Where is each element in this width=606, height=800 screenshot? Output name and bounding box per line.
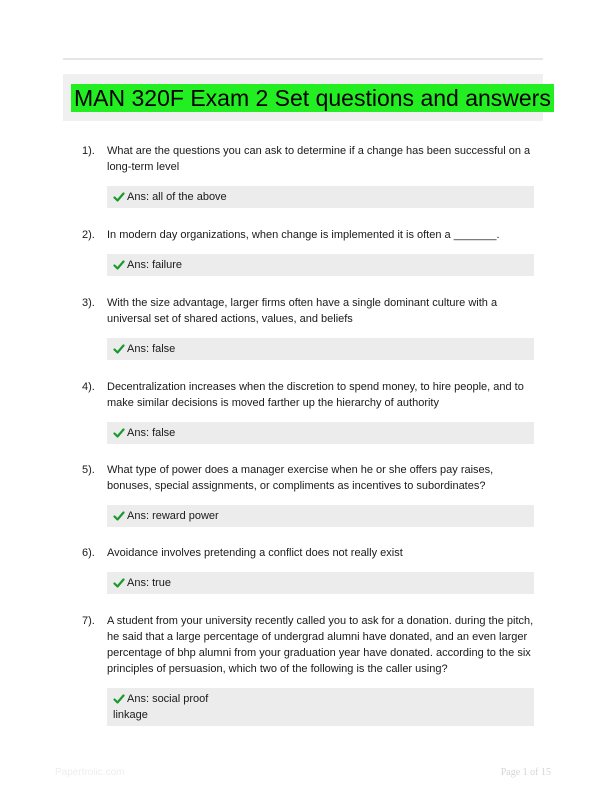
check-icon bbox=[113, 510, 125, 522]
question-item bbox=[82, 143, 534, 208]
answer-text: Ans: false bbox=[127, 343, 176, 355]
check-icon bbox=[113, 427, 125, 439]
question-text: Avoidance involves pretending a conflict does not really exist bbox=[107, 547, 403, 559]
question-number: 5). bbox=[82, 464, 95, 476]
question-number: 6). bbox=[82, 547, 95, 559]
answer-box bbox=[107, 505, 534, 527]
question-text: What are the questions you can ask to determine if a change has been successful on a long-term level bbox=[107, 145, 531, 173]
question-number: 4). bbox=[82, 381, 95, 393]
answer-text: Ans: false bbox=[127, 427, 176, 439]
question-item bbox=[82, 613, 534, 726]
question-item bbox=[82, 379, 534, 444]
check-icon bbox=[113, 191, 125, 203]
question-number: 1). bbox=[82, 145, 95, 157]
question-text: Decentralization increases when the discretion to spend money, to hire people, and to make similar decisions is moved farther up the hierarchy of authority bbox=[107, 381, 524, 409]
question-text: With the size advantage, larger firms often have a single dominant culture with a universal set of shared actions, values, and beliefs bbox=[107, 297, 498, 325]
check-icon bbox=[113, 577, 125, 589]
question-item bbox=[82, 462, 534, 527]
answer-box bbox=[107, 338, 534, 360]
answer-text: Ans: social proof bbox=[127, 693, 209, 705]
answer-box bbox=[107, 572, 534, 594]
check-icon bbox=[113, 343, 125, 355]
answer-text: Ans: true bbox=[127, 577, 172, 589]
answer-extra-text: linkage bbox=[113, 709, 148, 721]
answer-box bbox=[107, 254, 534, 276]
question-item bbox=[82, 227, 534, 276]
document-title: MAN 320F Exam 2 Set questions and answers bbox=[71, 84, 554, 112]
question-text: In modern day organizations, when change is implemented it is often a _______. bbox=[107, 229, 500, 241]
question-number: 7). bbox=[82, 615, 95, 627]
check-icon bbox=[113, 693, 125, 705]
footer-watermark: Papertrolic.com bbox=[55, 767, 125, 778]
answer-text: Ans: reward power bbox=[127, 510, 219, 522]
check-icon bbox=[113, 259, 125, 271]
question-number: 3). bbox=[82, 297, 95, 309]
answer-text: Ans: failure bbox=[127, 259, 183, 271]
question-number: 2). bbox=[82, 229, 95, 241]
question-item bbox=[82, 295, 534, 360]
title-banner bbox=[63, 74, 551, 121]
answer-text: Ans: all of the above bbox=[127, 191, 227, 203]
answer-box bbox=[107, 186, 534, 208]
question-text: A student from your university recently called you to ask for a donation. during the pitch, he said that a large percentage of undergrad alumni have donated, and an even larger percentage of bhp alumni from your graduation year have donated. according to the six principles of persuasion, which two of the following is the caller using? bbox=[107, 615, 534, 675]
top-divider bbox=[63, 58, 543, 60]
answer-box bbox=[107, 422, 534, 444]
question-text: What type of power does a manager exercise when he or she offers pay raises, bonuses, special assignments, or compliments as incentives to subordinates? bbox=[107, 464, 494, 492]
question-item bbox=[82, 545, 534, 594]
page-number: Page 1 of 15 bbox=[500, 767, 551, 778]
answer-box bbox=[107, 688, 534, 726]
